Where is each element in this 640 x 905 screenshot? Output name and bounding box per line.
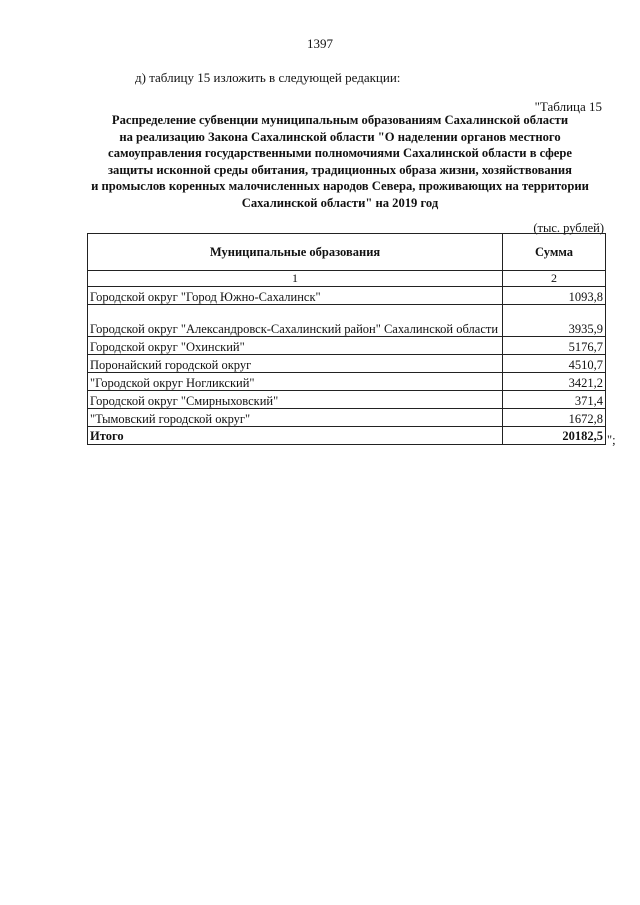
total-sum: 20182,5 [503, 427, 606, 445]
table-row [88, 409, 606, 427]
title-line: на реализацию Закона Сахалинской области "О наделении органов местного [119, 129, 561, 144]
municipality-name: "Тымовский городской округ" [88, 409, 503, 427]
municipality-sum: 5176,7 [503, 337, 606, 355]
subvention-table [87, 233, 606, 445]
table-row [88, 305, 606, 337]
header-sum: Сумма [503, 234, 606, 271]
column-number-row [88, 271, 606, 287]
title-line: самоуправления государственными полномочиями Сахалинской области в сфере [108, 146, 572, 161]
municipality-sum: 371,4 [503, 391, 606, 409]
municipality-sum: 1672,8 [503, 409, 606, 427]
table-title [60, 112, 620, 212]
municipality-name: "Городской округ Ногликский" [88, 373, 503, 391]
municipality-sum: 3421,2 [503, 373, 606, 391]
column-number: 2 [503, 271, 606, 287]
amendment-intro: д) таблицу 15 изложить в следующей редакции: [135, 70, 401, 85]
table-reference: "Таблица 15 [534, 99, 602, 114]
table-row [88, 337, 606, 355]
column-number: 1 [88, 271, 503, 287]
units-label: (тыс. рублей) [533, 221, 604, 235]
table-header-row [88, 234, 606, 271]
page-number: 1397 [307, 36, 333, 51]
municipality-name: Городской округ "Смирныховский" [88, 391, 503, 409]
municipality-name: Городской округ "Город Южно-Сахалинск" [88, 287, 503, 305]
total-label: Итого [88, 427, 503, 445]
municipality-name: Поронайский городской округ [88, 355, 503, 373]
municipality-name: Городской округ "Охинский" [88, 337, 503, 355]
table-row [88, 287, 606, 305]
title-line: Распределение субвенции муниципальным образованиям Сахалинской области [111, 113, 569, 127]
table-row [88, 373, 606, 391]
municipality-sum: 4510,7 [503, 355, 606, 373]
title-line: и промыслов коренных малочисленных народов Севера, проживающих на территории [91, 179, 589, 194]
header-municipalities: Муниципальные образования [88, 234, 503, 271]
municipality-sum: 3935,9 [503, 305, 606, 337]
title-line: защиты исконной среды обитания, традиционных образа жизни, хозяйствования [107, 162, 572, 177]
table-row [88, 391, 606, 409]
municipality-sum: 1093,8 [503, 287, 606, 305]
municipality-name: Городской округ "Александровск-Сахалинский район" Сахалинской области [88, 305, 503, 337]
table-row [88, 355, 606, 373]
closing-quote: "; [607, 433, 616, 447]
title-line: Сахалинской области" на 2019 год [241, 195, 439, 210]
total-row [88, 427, 606, 445]
